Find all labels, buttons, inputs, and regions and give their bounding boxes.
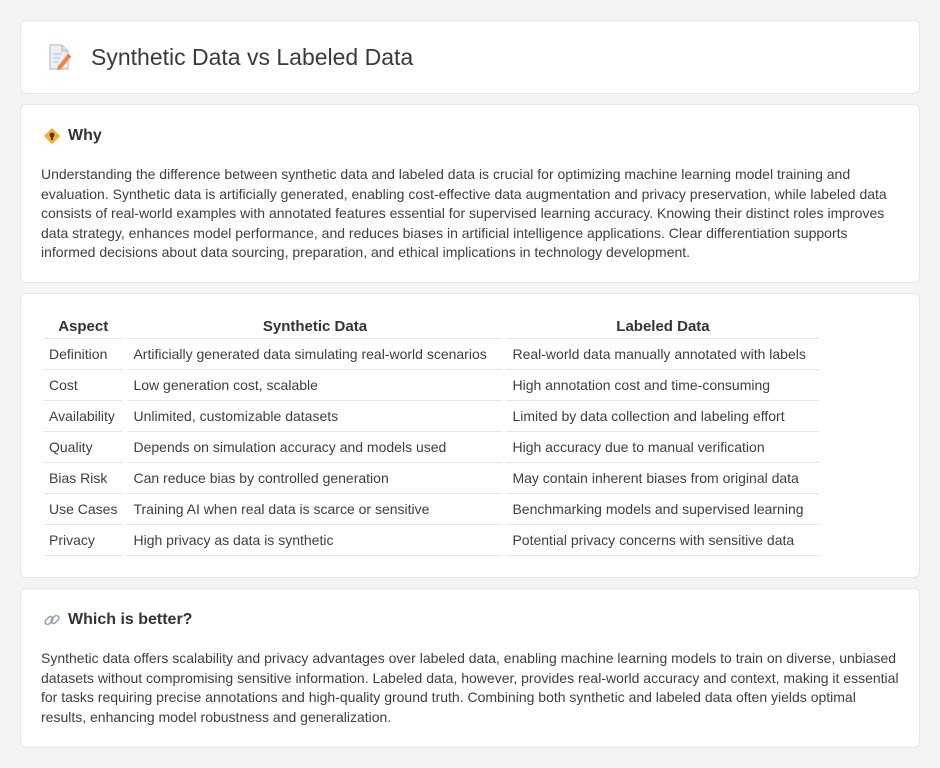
cell-aspect: Privacy bbox=[43, 525, 123, 556]
table-row bbox=[43, 401, 819, 432]
better-body: Synthetic data offers scalability and privacy advantages over labeled data, enabling machine learning models to train on diverse, unbiased datasets without compromising sensitive information. Labeled data, however, provides real-world accuracy and context, making it essential for tasks requiring precise annotations and high-quality ground truth. Combining both synthetic and labeled data often yields optimal results, enhancing model robustness and generalization. bbox=[41, 650, 899, 725]
better-heading bbox=[43, 611, 192, 629]
cell-aspect: Quality bbox=[43, 432, 123, 463]
why-body: Understanding the difference between synthetic data and labeled data is crucial for optimizing machine learning model training and evaluation. Synthetic data is artificially generated, enabling cost-effective data augmentation and privacy preservation, while labeled data consists of real-world examples with annotated features essential for supervised learning accuracy. Knowing their distinct roles improves data strategy, enhances model performance, and reduces biases in artificial intelligence applications. Clear differentiation supports informed decisions about data sourcing, preparation, and ethical implications in technology development. bbox=[41, 166, 887, 261]
cell-labeled: Benchmarking models and supervised learning bbox=[506, 494, 819, 525]
table-header-row bbox=[43, 314, 819, 339]
cell-labeled: May contain inherent biases from original data bbox=[506, 463, 819, 494]
header-synthetic: Synthetic Data bbox=[127, 314, 502, 339]
table-row bbox=[43, 463, 819, 494]
cell-labeled: High annotation cost and time-consuming bbox=[506, 370, 819, 401]
page-title: Synthetic Data vs Labeled Data bbox=[91, 43, 414, 70]
cell-synthetic: High privacy as data is synthetic bbox=[127, 525, 502, 556]
cell-labeled: Limited by data collection and labeling effort bbox=[506, 401, 819, 432]
which-is-better-section bbox=[20, 588, 920, 748]
why-section bbox=[20, 104, 920, 283]
cell-aspect: Bias Risk bbox=[43, 463, 123, 494]
cell-aspect: Definition bbox=[43, 339, 123, 370]
cell-synthetic: Unlimited, customizable datasets bbox=[127, 401, 502, 432]
cell-aspect: Cost bbox=[43, 370, 123, 401]
table-row bbox=[43, 370, 819, 401]
cell-aspect: Use Cases bbox=[43, 494, 123, 525]
table-row bbox=[43, 339, 819, 370]
cell-labeled: Real-world data manually annotated with labels bbox=[506, 339, 819, 370]
header-labeled: Labeled Data bbox=[506, 314, 819, 339]
cell-synthetic: Low generation cost, scalable bbox=[127, 370, 502, 401]
cell-synthetic: Training AI when real data is scarce or sensitive bbox=[127, 494, 502, 525]
comparison-table bbox=[43, 314, 819, 556]
cell-labeled: High accuracy due to manual verification bbox=[506, 432, 819, 463]
header-aspect: Aspect bbox=[43, 314, 123, 339]
table-row bbox=[43, 494, 819, 525]
link-icon bbox=[43, 611, 61, 629]
cell-synthetic: Depends on simulation accuracy and models used bbox=[127, 432, 502, 463]
lightbulb-diamond-icon bbox=[43, 127, 61, 145]
header-row bbox=[47, 43, 413, 71]
document-edit-icon bbox=[47, 43, 71, 71]
table-row bbox=[43, 525, 819, 556]
cell-aspect: Availability bbox=[43, 401, 123, 432]
better-title: Which is better? bbox=[68, 611, 193, 628]
cell-synthetic: Artificially generated data simulating real-world scenarios bbox=[127, 339, 502, 370]
why-heading bbox=[43, 127, 102, 145]
comparison-section bbox=[20, 293, 920, 578]
cell-synthetic: Can reduce bias by controlled generation bbox=[127, 463, 502, 494]
why-title: Why bbox=[68, 127, 102, 144]
header-card bbox=[20, 20, 920, 94]
table-row bbox=[43, 432, 819, 463]
cell-labeled: Potential privacy concerns with sensitive data bbox=[506, 525, 819, 556]
